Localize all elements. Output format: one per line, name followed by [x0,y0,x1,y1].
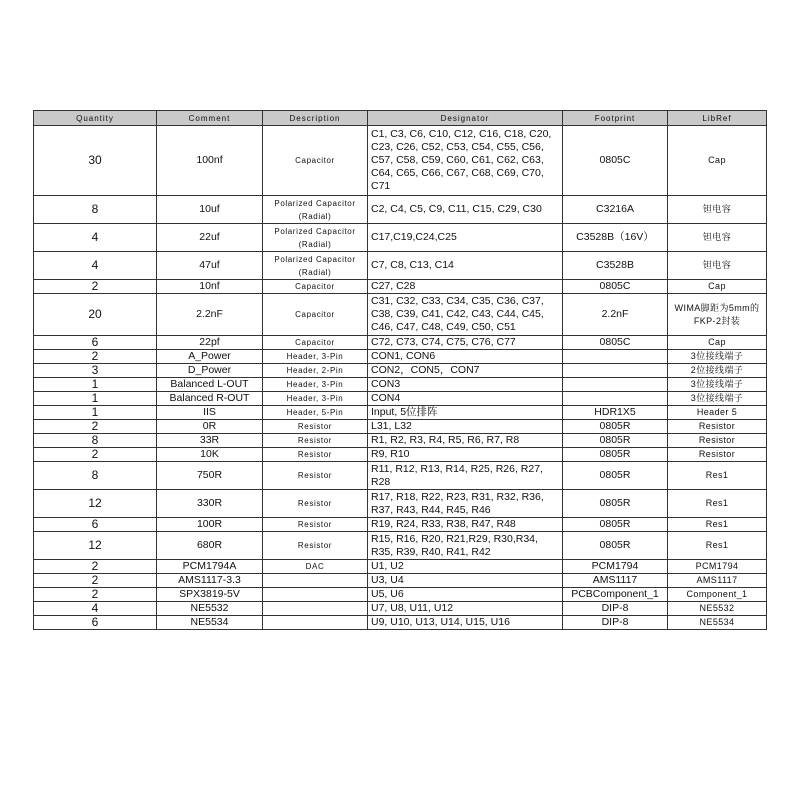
cell-comment: 22uf [157,224,263,252]
cell-description: Resistor [263,434,368,448]
cell-footprint: C3528B（16V） [563,224,668,252]
cell-footprint [563,378,668,392]
cell-libref: 2位接线端子 [668,364,767,378]
cell-quantity: 2 [34,448,157,462]
cell-footprint: 0805R [563,448,668,462]
cell-libref: PCM1794 [668,560,767,574]
cell-designator: CON3 [368,378,563,392]
cell-comment: 22pf [157,336,263,350]
cell-libref: 3位接线端子 [668,350,767,364]
cell-designator: C1, C3, C6, C10, C12, C16, C18, C20, C23, C26, C52, C53, C54, C55, C56, C57, C58, C59, C60, C61, C62, C63, C64, C65, C66, C67, C68, C69, C70, C71 [368,126,563,196]
cell-quantity: 8 [34,462,157,490]
header-designator: Designator [368,111,563,126]
table-row [34,602,767,616]
table-row [34,434,767,448]
table-row [34,294,767,336]
cell-description: Polarized Capacitor (Radial) [263,252,368,280]
cell-designator: R17, R18, R22, R23, R31, R32, R36, R37, R43, R44, R45, R46 [368,490,563,518]
cell-quantity: 2 [34,588,157,602]
cell-designator: U7, U8, U11, U12 [368,602,563,616]
cell-quantity: 2 [34,574,157,588]
cell-designator: U1, U2 [368,560,563,574]
cell-comment: A_Power [157,350,263,364]
cell-designator: U9, U10, U13, U14, U15, U16 [368,616,563,630]
cell-libref: 钽电容 [668,196,767,224]
cell-description: Resistor [263,448,368,462]
cell-libref: Resistor [668,448,767,462]
cell-quantity: 12 [34,490,157,518]
cell-description [263,588,368,602]
bom-table [33,110,767,630]
cell-libref: 3位接线端子 [668,378,767,392]
cell-footprint: 0805R [563,462,668,490]
cell-quantity: 3 [34,364,157,378]
cell-description: Header, 3-Pin [263,378,368,392]
cell-quantity: 4 [34,224,157,252]
header-footprint: Footprint [563,111,668,126]
cell-libref: Res1 [668,532,767,560]
cell-description: Resistor [263,518,368,532]
cell-comment: 2.2nF [157,294,263,336]
cell-footprint: C3528B [563,252,668,280]
cell-footprint: 0805C [563,336,668,350]
cell-quantity: 20 [34,294,157,336]
table-row [34,532,767,560]
cell-description: Capacitor [263,336,368,350]
table-row [34,196,767,224]
cell-quantity: 4 [34,252,157,280]
cell-footprint: HDR1X5 [563,406,668,420]
table-row [34,280,767,294]
cell-comment: NE5534 [157,616,263,630]
table-row [34,588,767,602]
cell-libref: Cap [668,336,767,350]
cell-comment: SPX3819-5V [157,588,263,602]
cell-quantity: 12 [34,532,157,560]
table-row [34,350,767,364]
table-row [34,420,767,434]
cell-footprint: 0805R [563,420,668,434]
cell-footprint: 0805R [563,490,668,518]
cell-description: Resistor [263,490,368,518]
cell-footprint: 0805C [563,280,668,294]
cell-designator: CON1, CON6 [368,350,563,364]
cell-footprint [563,392,668,406]
cell-libref: 钽电容 [668,252,767,280]
cell-comment: 750R [157,462,263,490]
header-quantity: Quantity [34,111,157,126]
cell-comment: D_Power [157,364,263,378]
cell-quantity: 2 [34,560,157,574]
cell-comment: 10K [157,448,263,462]
cell-comment: 330R [157,490,263,518]
table-row [34,518,767,532]
table-row [34,252,767,280]
header-comment: Comment [157,111,263,126]
cell-description: Capacitor [263,280,368,294]
cell-comment: PCM1794A [157,560,263,574]
cell-libref: Res1 [668,462,767,490]
table-row [34,560,767,574]
header-libref: LibRef [668,111,767,126]
cell-designator: C17,C19,C24,C25 [368,224,563,252]
cell-designator: CON4 [368,392,563,406]
cell-comment: NE5532 [157,602,263,616]
cell-quantity: 6 [34,336,157,350]
cell-comment: 100nf [157,126,263,196]
cell-libref: Cap [668,280,767,294]
cell-libref: Header 5 [668,406,767,420]
cell-description [263,602,368,616]
cell-description [263,616,368,630]
cell-footprint: 0805R [563,434,668,448]
cell-footprint: DIP-8 [563,602,668,616]
header-row [34,111,767,126]
cell-designator: Input, 5位排阵 [368,406,563,420]
cell-designator: C31, C32, C33, C34, C35, C36, C37, C38, C39, C41, C42, C43, C44, C45, C46, C47, C48, C49, C50, C51 [368,294,563,336]
cell-footprint [563,350,668,364]
cell-libref: WIMA脚距为5mm的FKP-2封装 [668,294,767,336]
cell-designator: R9, R10 [368,448,563,462]
cell-designator: C27, C28 [368,280,563,294]
cell-comment: Balanced L-OUT [157,378,263,392]
cell-libref: 钽电容 [668,224,767,252]
cell-designator: L31, L32 [368,420,563,434]
cell-footprint: 0805R [563,532,668,560]
cell-designator: R15, R16, R20, R21,R29, R30,R34, R35, R39, R40, R41, R42 [368,532,563,560]
cell-quantity: 6 [34,518,157,532]
cell-description: Header, 3-Pin [263,350,368,364]
cell-designator: R1, R2, R3, R4, R5, R6, R7, R8 [368,434,563,448]
cell-comment: 10uf [157,196,263,224]
cell-footprint: 0805R [563,518,668,532]
cell-designator: R11, R12, R13, R14, R25, R26, R27, R28 [368,462,563,490]
table-row [34,224,767,252]
cell-libref: Res1 [668,518,767,532]
cell-description: Resistor [263,420,368,434]
cell-quantity: 30 [34,126,157,196]
cell-footprint: DIP-8 [563,616,668,630]
cell-quantity: 2 [34,350,157,364]
table-row [34,616,767,630]
cell-quantity: 2 [34,420,157,434]
cell-comment: 10nf [157,280,263,294]
table-row [34,364,767,378]
cell-quantity: 1 [34,406,157,420]
table-row [34,392,767,406]
cell-designator: C7, C8, C13, C14 [368,252,563,280]
cell-description: Header, 3-Pin [263,392,368,406]
cell-designator: R19, R24, R33, R38, R47, R48 [368,518,563,532]
cell-description [263,574,368,588]
table-row [34,448,767,462]
cell-libref: NE5534 [668,616,767,630]
cell-comment: Balanced R-OUT [157,392,263,406]
table-row [34,378,767,392]
cell-quantity: 6 [34,616,157,630]
table-row [34,406,767,420]
cell-quantity: 8 [34,434,157,448]
cell-libref: 3位接线端子 [668,392,767,406]
cell-designator: C2, C4, C5, C9, C11, C15, C29, C30 [368,196,563,224]
cell-libref: Res1 [668,490,767,518]
cell-designator: U5, U6 [368,588,563,602]
cell-description: DAC [263,560,368,574]
header-description: Description [263,111,368,126]
table-row [34,574,767,588]
table-row [34,126,767,196]
cell-quantity: 4 [34,602,157,616]
cell-libref: Resistor [668,434,767,448]
cell-designator: U3, U4 [368,574,563,588]
cell-quantity: 8 [34,196,157,224]
cell-footprint [563,364,668,378]
table-row [34,490,767,518]
cell-comment: IIS [157,406,263,420]
cell-description: Polarized Capacitor (Radial) [263,196,368,224]
cell-footprint: C3216A [563,196,668,224]
cell-footprint: PCM1794 [563,560,668,574]
cell-designator: CON2，CON5，CON7 [368,364,563,378]
cell-comment: 680R [157,532,263,560]
cell-description: Header, 2-Pin [263,364,368,378]
table-row [34,462,767,490]
cell-footprint: AMS1117 [563,574,668,588]
cell-footprint: 2.2nF [563,294,668,336]
cell-comment: 47uf [157,252,263,280]
cell-description: Resistor [263,462,368,490]
cell-libref: AMS1117 [668,574,767,588]
cell-footprint: PCBComponent_1 [563,588,668,602]
cell-description: Capacitor [263,126,368,196]
cell-comment: AMS1117-3.3 [157,574,263,588]
cell-description: Header, 5-Pin [263,406,368,420]
cell-quantity: 1 [34,378,157,392]
cell-comment: 100R [157,518,263,532]
cell-quantity: 2 [34,280,157,294]
cell-libref: NE5532 [668,602,767,616]
cell-libref: Component_1 [668,588,767,602]
cell-description: Capacitor [263,294,368,336]
cell-comment: 0R [157,420,263,434]
cell-description: Resistor [263,532,368,560]
cell-libref: Cap [668,126,767,196]
cell-footprint: 0805C [563,126,668,196]
table-row [34,336,767,350]
cell-quantity: 1 [34,392,157,406]
cell-designator: C72, C73, C74, C75, C76, C77 [368,336,563,350]
cell-comment: 33R [157,434,263,448]
cell-libref: Resistor [668,420,767,434]
cell-description: Polarized Capacitor (Radial) [263,224,368,252]
